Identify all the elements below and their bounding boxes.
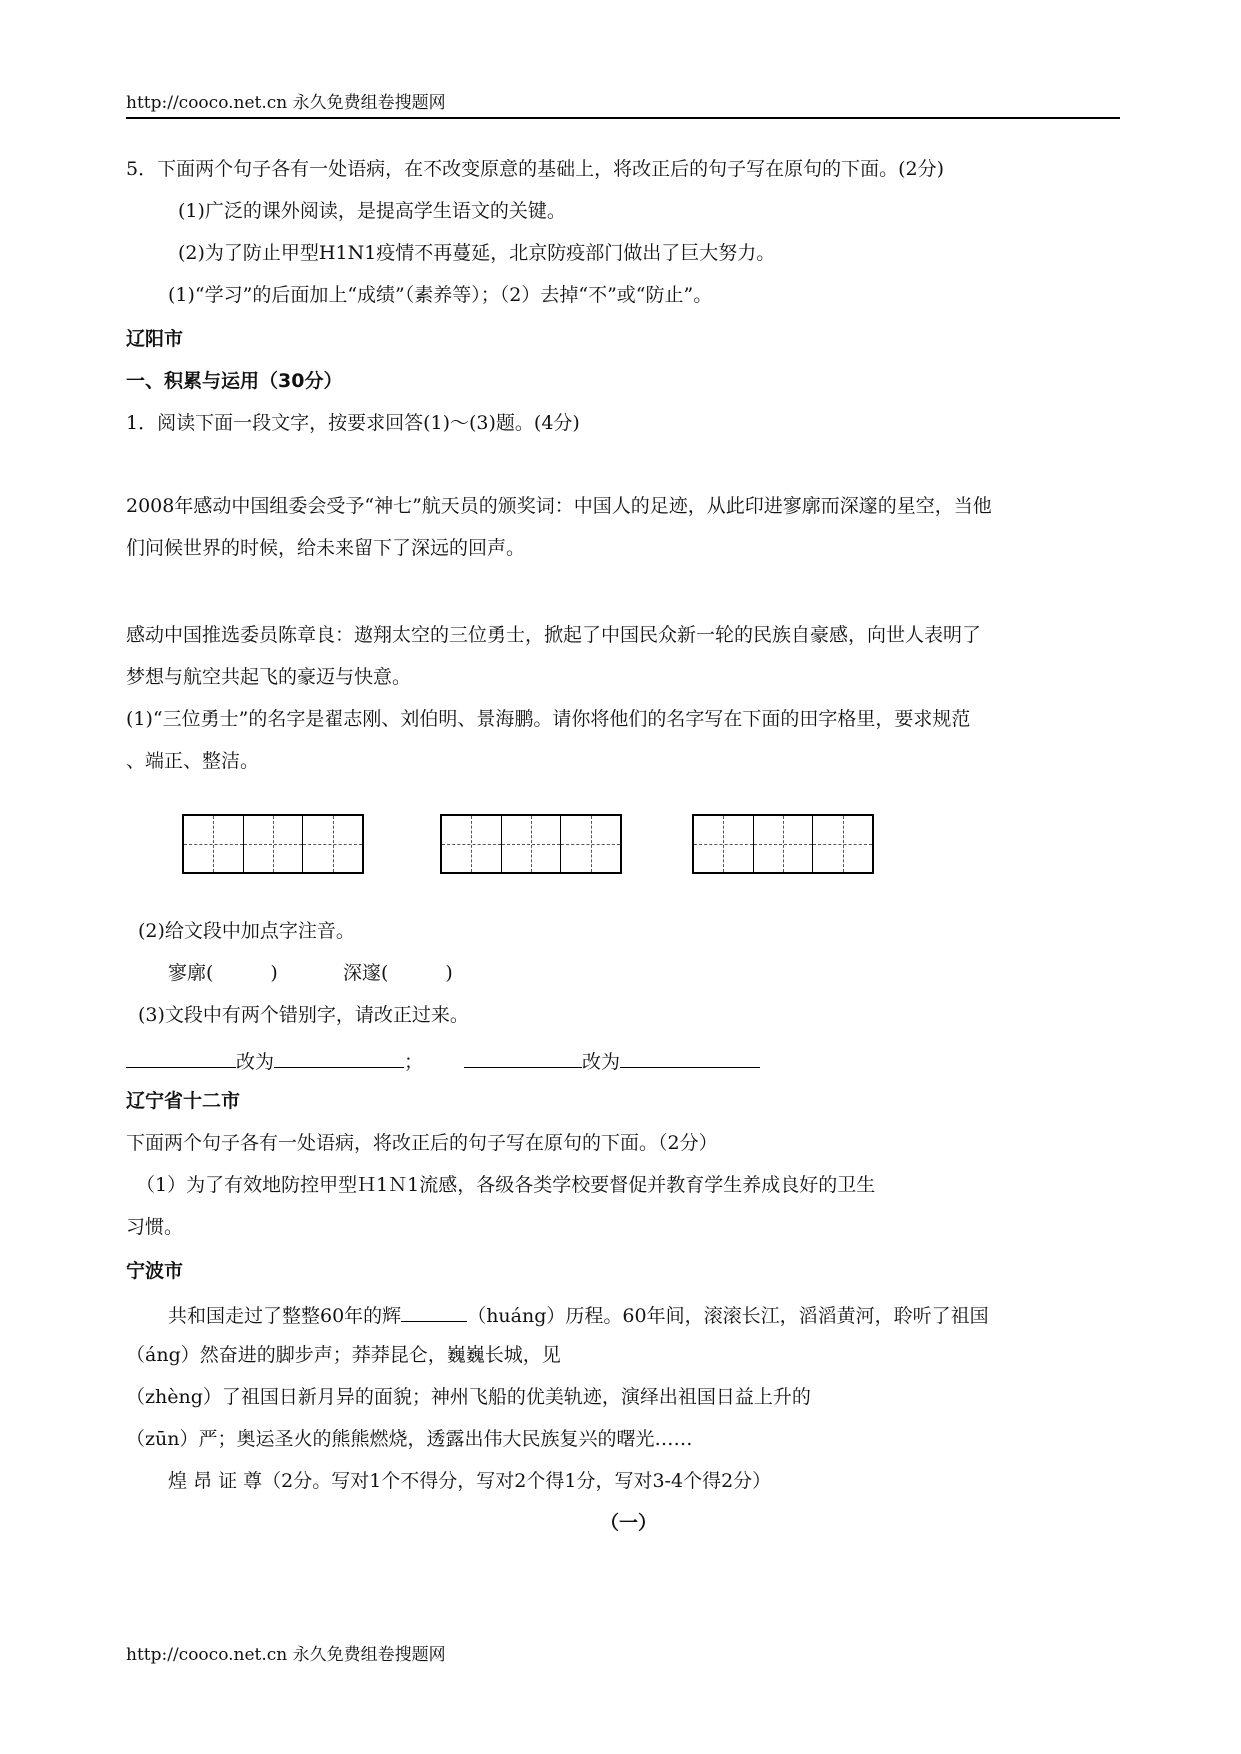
tian-grid-cell[interactable] [442,816,502,872]
ningbo-line-1 [168,1302,989,1328]
q1-prompt: 1．阅读下面一段文字，按要求回答(1)～(3)题。(4分) [126,412,580,434]
pinyin-blank-shensui: 深邃( ) [343,962,453,984]
answer-blank[interactable] [401,1302,467,1322]
q5-prompt: 5．下面两个句子各有一处语病，在不改变原意的基础上，将改正后的句子写在原句的下面。(2分) [126,158,945,180]
tian-grid-cell[interactable] [813,816,872,872]
separator: ； [404,1051,424,1073]
paragraph-1-line-2: 们问候世界的时候，给未来留下了深远的回声。 [126,537,526,559]
page-number: （一） [600,1512,658,1534]
city-heading-liaoyang: 辽阳市 [126,328,184,350]
answer-blank[interactable] [620,1048,760,1068]
tian-grid-cell[interactable] [244,816,304,872]
paragraph-2-line-2: 梦想与航空共起飞的豪迈与快意。 [126,666,412,688]
page-footer: http://cooco.net.cn 永久免费组卷搜题网 [126,1645,446,1665]
answer-blank[interactable] [126,1048,236,1068]
liaoning-sentence-1-line-2: 习惯。 [126,1216,184,1238]
ningbo-line-4: （zūn）严；奥运圣火的熊熊燃烧，透露出伟大民族复兴的曙光…… [126,1428,693,1450]
tian-grid-name-2[interactable] [440,814,622,874]
section-heading: 一、积累与运用（30分） [126,370,343,392]
liaoning-sentence-1-line-1: （1）为了有效地防控甲型Ｈ1Ｎ1流感，各级各类学校要督促并教育学生养成良好的卫生 [136,1174,876,1196]
ningbo-answer: 煌 昂 证 尊（2分。写对1个不得分，写对2个得1分，写对3-4个得2分） [168,1470,772,1492]
ningbo-line-3: （zhèng）了祖国日新月异的面貌；神州飞船的优美轨迹，演绎出祖国日益上升的 [126,1386,811,1408]
change-to-label: 改为 [582,1051,621,1073]
q5-sentence-1: (1)广泛的课外阅读，是提高学生语文的关键。 [178,200,566,222]
sub-question-1-line-2: 、端正、整洁。 [126,750,260,772]
ningbo-line-2: （áng）然奋进的脚步声；莽莽昆仑，巍巍长城，见 [126,1344,561,1366]
pinyin-blank-liaokuo: 寥廓( ) [168,962,278,984]
ningbo-line-1-end: （huáng）历程。60年间，滚滚长江，滔滔黄河，聆听了祖国 [467,1305,989,1327]
sub-question-2: (2)给文段中加点字注音。 [138,920,355,942]
sub-question-3: (3)文段中有两个错别字，请改正过来。 [138,1004,469,1026]
tian-grid-cell[interactable] [694,816,754,872]
tian-grid-cell[interactable] [561,816,620,872]
answer-blank[interactable] [274,1048,404,1068]
tian-grid-cell[interactable] [502,816,562,872]
city-heading-ningbo: 宁波市 [126,1260,184,1282]
city-heading-liaoning: 辽宁省十二市 [126,1090,241,1112]
tian-grid-name-1[interactable] [182,814,364,874]
tian-grid-name-3[interactable] [692,814,874,874]
tian-grid-cell[interactable] [754,816,814,872]
tian-grid-cell[interactable] [184,816,244,872]
correction-row [126,1048,760,1074]
sub-question-1-line-1: (1)“三位勇士”的名字是翟志刚、刘伯明、景海鹏。请你将他们的名字写在下面的田字格里，要求规范 [126,708,971,730]
liaoning-prompt: 下面两个句子各有一处语病，将改正后的句子写在原句的下面。（2分） [126,1132,718,1154]
tian-grid-cell[interactable] [303,816,362,872]
change-to-label: 改为 [236,1051,275,1073]
paragraph-1-line-1: 2008年感动中国组委会受予“神七”航天员的颁奖词：中国人的足迹，从此印进寥廓而深邃的星空，当他 [126,495,992,517]
paragraph-2-line-1: 感动中国推选委员陈章良：遨翔太空的三位勇士，掀起了中国民众新一轮的民族自豪感，向世人表明了 [126,624,982,646]
q5-sentence-2: (2)为了防止甲型H1N1疫情不再蔓延，北京防疫部门做出了巨大努力。 [178,242,776,264]
page-header: http://cooco.net.cn 永久免费组卷搜题网 [126,88,1120,119]
ningbo-line-1-start: 共和国走过了整整60年的辉 [168,1305,402,1327]
q5-answer: (1)“学习”的后面加上“成绩”（素养等）；（2）去掉“不”或“防止”。 [168,284,713,306]
answer-blank[interactable] [464,1048,582,1068]
